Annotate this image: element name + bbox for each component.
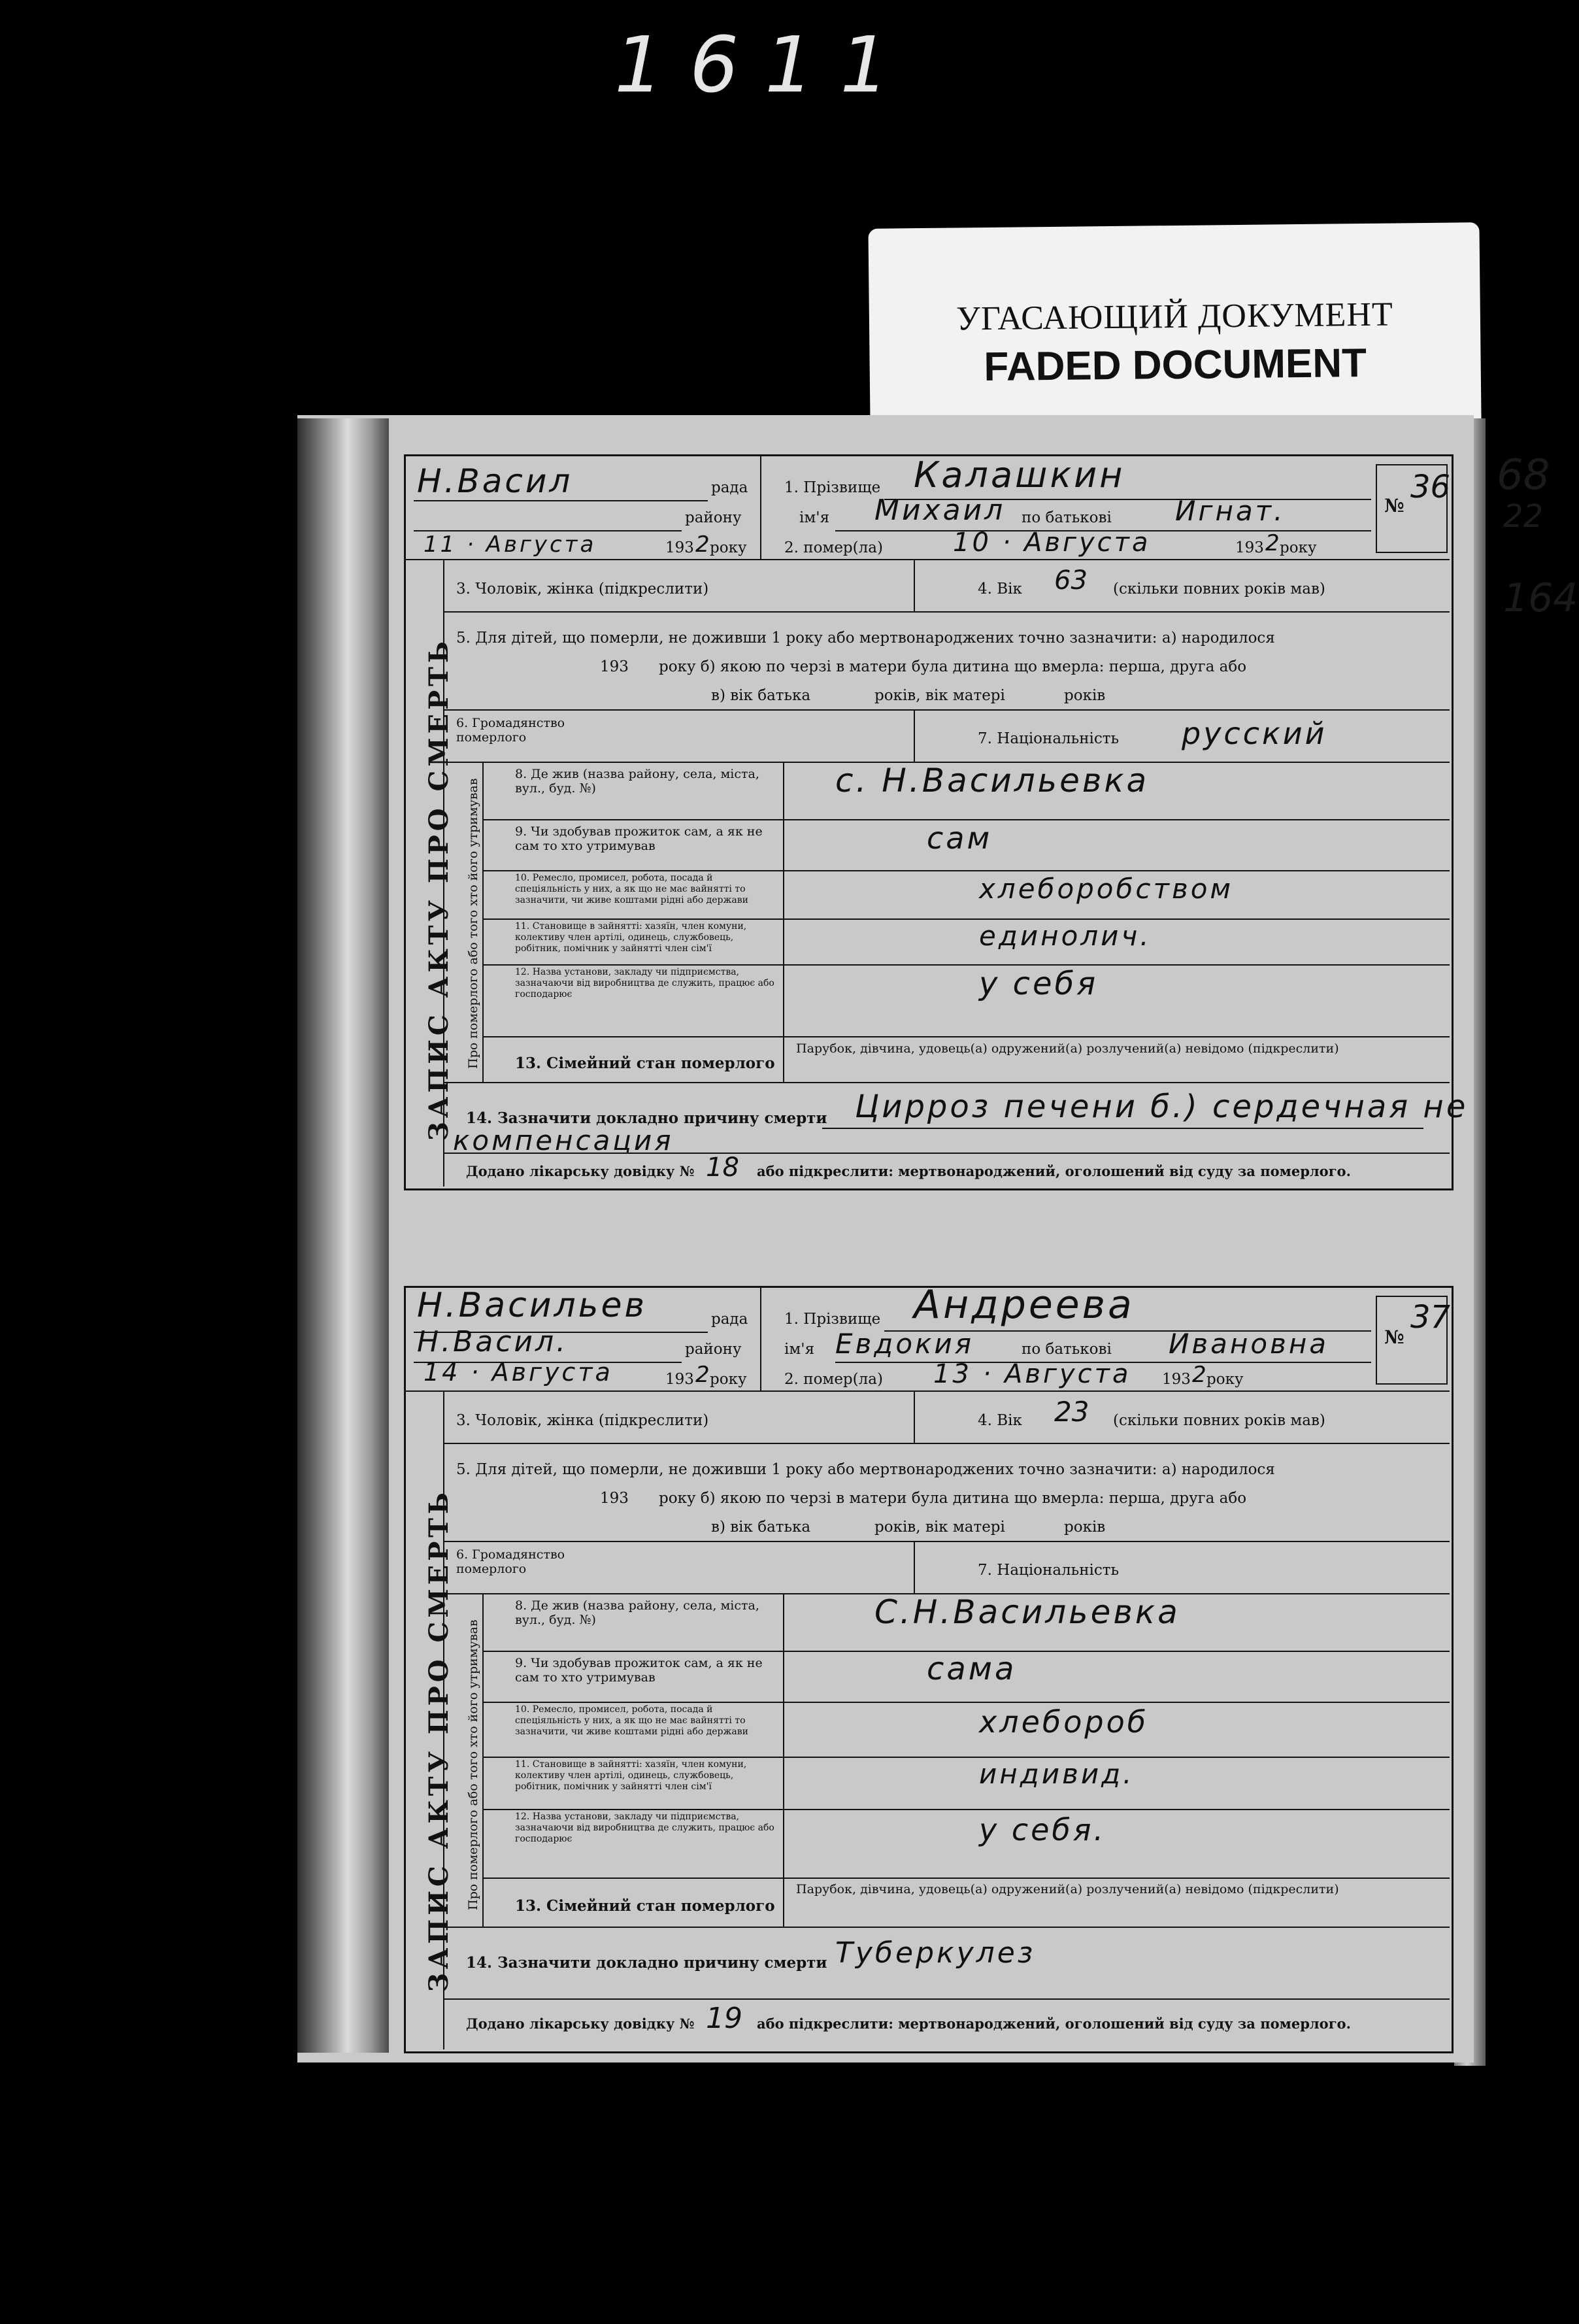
field-7-nationality: 7. Національність bbox=[978, 730, 1120, 747]
number-sign: № bbox=[1384, 495, 1404, 516]
workplace-value: у себя bbox=[979, 966, 1099, 1002]
rule bbox=[482, 1809, 1450, 1810]
field-9-livelihood: 9. Чи здобував прожиток сам, а як не сам то хто утримував bbox=[515, 1656, 763, 1685]
residence-value: с. Н.Васильевка bbox=[835, 762, 1150, 800]
field-14-cause: 14. Зазначити докладно причину смерти bbox=[466, 1954, 827, 1972]
rule bbox=[482, 1702, 1450, 1703]
death-label: 2. помер(ла) bbox=[784, 1371, 883, 1388]
rule bbox=[404, 559, 1450, 560]
death-date: 10 · Августа bbox=[953, 528, 1151, 558]
patronymic-label: по батькові bbox=[1022, 509, 1112, 526]
record-date: 14 · Августа bbox=[424, 1358, 613, 1387]
year-prefix: 193 bbox=[600, 658, 629, 675]
rule bbox=[443, 1541, 1450, 1542]
rule bbox=[482, 870, 1450, 871]
rule bbox=[482, 1036, 1450, 1037]
roku-label: року bbox=[710, 539, 747, 556]
field-12-workplace: 12. Назва установи, закладу чи підприємства, зазначаючи від виробництва де служить, працює або господарює bbox=[515, 1811, 774, 1844]
field-5-line2: року б) якою по черзі в матери була дитина що вмерла: перша, друга або bbox=[659, 1490, 1247, 1507]
age-value: 23 bbox=[1054, 1396, 1089, 1428]
field-10-occupation: 10. Ремесло, промисел, робота, посада й спеціяльність у них, а як що не має вайнятті то зазначити, чи живе коштами рідні або держави bbox=[515, 873, 748, 905]
livelihood-value: сам bbox=[927, 820, 993, 856]
faded-document-label bbox=[868, 222, 1481, 425]
field-4-age: 4. Вік bbox=[978, 1412, 1022, 1429]
status-value: единолич. bbox=[979, 920, 1152, 952]
rule bbox=[914, 1390, 915, 1443]
record-number: 37 bbox=[1410, 1299, 1451, 1336]
rada-label: рада bbox=[711, 1311, 748, 1328]
field-5-father: в) вік батька bbox=[711, 687, 811, 704]
rule bbox=[914, 1541, 915, 1593]
number-sign: № bbox=[1384, 1326, 1404, 1348]
label-ru: УГАСАЮЩИЙ ДОКУМЕНТ bbox=[956, 295, 1393, 338]
field-8-residence: 8. Де жив (назва району, села, міста, вул., буд. №) bbox=[515, 1598, 759, 1627]
surname-value: Калашкин bbox=[914, 454, 1125, 496]
age-tail: (скільки повних років мав) bbox=[1113, 581, 1325, 598]
rule bbox=[443, 1082, 1450, 1083]
year-digit: 2 bbox=[695, 531, 710, 558]
name-label: ім'я bbox=[799, 509, 830, 526]
field-12-workplace: 12. Назва установи, закладу чи підприємства, зазначаючи від виробництва де служить, працює або господарює bbox=[515, 967, 774, 1000]
rule bbox=[443, 1927, 1450, 1928]
roku-label: року bbox=[1280, 539, 1317, 556]
field-11-status: 11. Становище в зайнятті: хазяїн, член комуни, колективу член артілі, одинець, службовець, робітник, помічник у зайнятті член сім'ї bbox=[515, 921, 747, 954]
year-prefix: 193 bbox=[1162, 1371, 1191, 1388]
death-date: 13 · Августа bbox=[933, 1359, 1131, 1389]
rule bbox=[482, 964, 1450, 966]
year-digit: 2 bbox=[1265, 530, 1280, 556]
side-title: ЗАПИС АКТУ ПРО СМЕРТЬ bbox=[424, 637, 454, 1141]
rayon-label: району bbox=[685, 509, 742, 526]
surname-label: 1. Прізвище bbox=[784, 479, 881, 496]
field-5-father: в) вік батька bbox=[711, 1519, 811, 1536]
field-11-status: 11. Становище в зайнятті: хазяїн, член комуни, колективу член артілі, одинець, службовець, робітник, помічник у зайнятті член сім'ї bbox=[515, 1759, 747, 1792]
year-prefix: 193 bbox=[1235, 539, 1264, 556]
rule bbox=[482, 1878, 1450, 1879]
rule bbox=[443, 611, 1450, 613]
label-en: FADED DOCUMENT bbox=[984, 340, 1367, 390]
year-prefix: 193 bbox=[600, 1490, 629, 1507]
death-record-2 bbox=[404, 1282, 1488, 2057]
field-6-citizenship: 6. Громадянство померлого bbox=[456, 716, 565, 745]
rule bbox=[482, 762, 484, 1082]
death-label: 2. помер(ла) bbox=[784, 539, 883, 556]
rada-value: Н.Васил bbox=[417, 462, 573, 500]
occupation-value: хлебороб bbox=[979, 1704, 1149, 1740]
rule bbox=[443, 1153, 1450, 1154]
field-5-children: 5. Для дітей, що померли, не доживши 1 року або мертвонароджених точно зазначити: а) народилося bbox=[456, 1461, 1275, 1478]
status-value: индивид. bbox=[979, 1758, 1135, 1790]
side-title: ЗАПИС АКТУ ПРО СМЕРТЬ bbox=[424, 1489, 454, 1992]
age-tail: (скільки повних років мав) bbox=[1113, 1412, 1325, 1429]
rule bbox=[443, 1443, 1450, 1444]
roku-label: року bbox=[710, 1371, 747, 1388]
rule bbox=[914, 559, 915, 611]
year-prefix: 193 bbox=[665, 539, 694, 556]
certificate-label: Додано лікарську довідку № bbox=[466, 2015, 695, 2032]
age-value: 63 bbox=[1054, 565, 1088, 596]
field-9-livelihood: 9. Чи здобував прожиток сам, а як не сам то хто утримував bbox=[515, 824, 763, 853]
certificate-tail: або підкреслити: мертвонароджений, оголошений від суду за померлого. bbox=[757, 1163, 1351, 1179]
field-13-marital: 13. Сімейний стан померлого bbox=[515, 1054, 775, 1072]
patronymic-value: Ивановна bbox=[1169, 1328, 1329, 1360]
cause-line-2: компенсация bbox=[453, 1124, 674, 1156]
field-5-line2: року б) якою по черзі в матери була дитина що вмерла: перша, друга або bbox=[659, 658, 1247, 675]
surname-label: 1. Прізвище bbox=[784, 1311, 881, 1328]
field-13-marital: 13. Сімейний стан померлого bbox=[515, 1897, 775, 1915]
rule bbox=[443, 709, 1450, 711]
rule bbox=[443, 1998, 1450, 2000]
rule bbox=[482, 918, 1450, 920]
surname-value: Андреева bbox=[914, 1282, 1135, 1328]
marital-options: Парубок, дівчина, удовець(а) одружений(а) розлучений(а) невідомо (підкреслити) bbox=[796, 1041, 1339, 1056]
rule bbox=[760, 454, 761, 559]
workplace-value: у себя. bbox=[979, 1812, 1106, 1847]
margin-note-top: 68 bbox=[1497, 451, 1550, 499]
certificate-number: 18 bbox=[706, 1153, 739, 1183]
rule bbox=[404, 1390, 1450, 1392]
field-4-age: 4. Вік bbox=[978, 581, 1022, 598]
field-5-years: років bbox=[1064, 1519, 1106, 1536]
rule bbox=[783, 1593, 784, 1927]
field-7-nationality: 7. Національність bbox=[978, 1562, 1120, 1579]
residence-value: С.Н.Васильевка bbox=[874, 1593, 1180, 1631]
rule bbox=[783, 762, 784, 1082]
side-subtitle: Про померлого або того хто його утримував bbox=[466, 1619, 480, 1910]
rule bbox=[760, 1286, 761, 1390]
year-prefix: 193 bbox=[665, 1371, 694, 1388]
death-record-1 bbox=[404, 454, 1488, 1194]
rule bbox=[414, 500, 708, 501]
side-subtitle: Про померлого або того хто його утримував bbox=[466, 778, 480, 1069]
field-3-sex: 3. Чоловік, жінка (підкреслити) bbox=[456, 581, 709, 598]
field-10-occupation: 10. Ремесло, промисел, робота, посада й спеціяльність у них, а як що не має вайнятті то зазначити, чи живе коштами рідні або держави bbox=[515, 1704, 748, 1737]
field-3-sex: 3. Чоловік, жінка (підкреслити) bbox=[456, 1412, 709, 1429]
archive-number: 1611 bbox=[614, 20, 916, 110]
certificate-tail: або підкреслити: мертвонароджений, оголошений від суду за померлого. bbox=[757, 2015, 1351, 2032]
field-6-citizenship: 6. Громадянство померлого bbox=[456, 1547, 565, 1576]
rada-label: рада bbox=[711, 479, 748, 496]
margin-note-top2: 22 bbox=[1503, 498, 1544, 535]
record-number: 36 bbox=[1410, 469, 1451, 505]
year-digit: 2 bbox=[1192, 1362, 1206, 1388]
year-digit: 2 bbox=[695, 1362, 710, 1388]
rule bbox=[822, 1128, 1423, 1129]
name-value: Михаил bbox=[874, 494, 1006, 527]
occupation-value: хлеборобством bbox=[979, 873, 1234, 905]
margin-note-mid: 164 bbox=[1503, 575, 1578, 621]
certificate-label: Додано лікарську довідку № bbox=[466, 1163, 695, 1179]
cause-line-1: Цирроз печени б.) сердечная не bbox=[855, 1088, 1469, 1125]
name-label: ім'я bbox=[784, 1341, 815, 1358]
cause-line-1: Туберкулез bbox=[835, 1936, 1036, 1970]
field-5-mother: років, вік матері bbox=[874, 687, 1005, 704]
name-value: Евдокия bbox=[835, 1328, 974, 1360]
patronymic-label: по батькові bbox=[1022, 1341, 1112, 1358]
field-8-residence: 8. Де жив (назва району, села, міста, вул., буд. №) bbox=[515, 767, 759, 796]
field-5-mother: років, вік матері bbox=[874, 1519, 1005, 1536]
certificate-number: 19 bbox=[706, 2002, 742, 2035]
rule bbox=[914, 709, 915, 762]
record-date: 11 · Августа bbox=[424, 531, 597, 558]
rule bbox=[482, 1593, 484, 1927]
patronymic-value: Игнат. bbox=[1175, 495, 1286, 527]
binding-spine bbox=[297, 418, 389, 2053]
rule bbox=[482, 1757, 1450, 1758]
rayon-value: Н.Васил. bbox=[417, 1325, 569, 1358]
field-5-years: років bbox=[1064, 687, 1106, 704]
rayon-label: району bbox=[685, 1341, 742, 1358]
marital-options: Парубок, дівчина, удовець(а) одружений(а) розлучений(а) невідомо (підкреслити) bbox=[796, 1882, 1339, 1896]
livelihood-value: сама bbox=[927, 1651, 1017, 1687]
rada-value: Н.Васильев bbox=[417, 1286, 648, 1325]
field-5-children: 5. Для дітей, що померли, не доживши 1 року або мертвонароджених точно зазначити: а) народилося bbox=[456, 630, 1275, 647]
roku-label: року bbox=[1206, 1371, 1244, 1388]
field-14-cause: 14. Зазначити докладно причину смерти bbox=[466, 1109, 827, 1127]
nationality-value: русский bbox=[1182, 716, 1327, 751]
